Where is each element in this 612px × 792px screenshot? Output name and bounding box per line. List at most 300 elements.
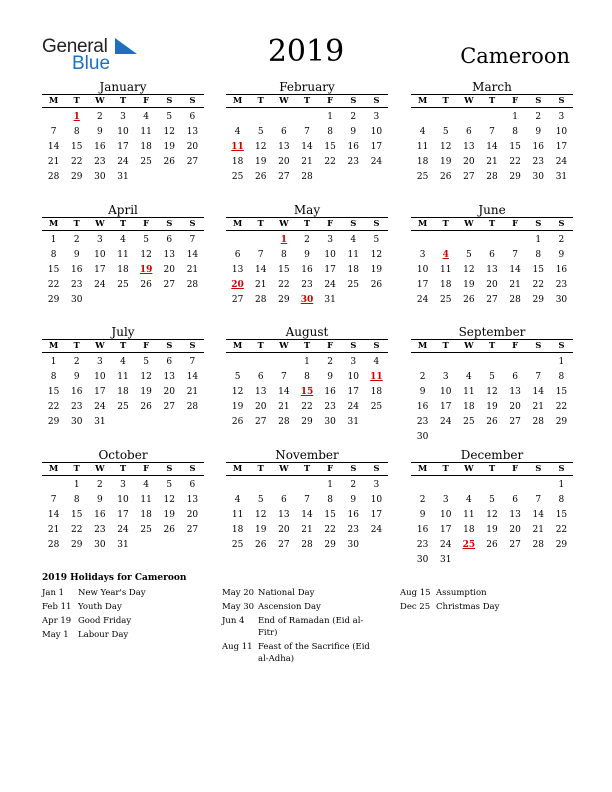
day: 28 (486, 172, 498, 182)
day: 27 (163, 280, 175, 290)
weekday-label: T (488, 96, 496, 106)
day: 15 (47, 387, 60, 397)
day: 18 (140, 510, 152, 520)
day: 2 (73, 235, 80, 245)
day: 19 (231, 402, 244, 412)
day: 16 (94, 510, 106, 520)
weekday-label: T (488, 341, 496, 351)
day: 10 (94, 372, 106, 382)
day: 13 (278, 510, 290, 520)
day: 7 (512, 250, 518, 260)
month-march (411, 80, 573, 185)
day: 12 (370, 250, 383, 260)
day: 6 (512, 495, 518, 505)
day: 31 (324, 295, 336, 305)
day: 20 (463, 157, 475, 167)
day: 12 (140, 250, 152, 260)
weekday-label: T (119, 341, 127, 351)
day: 17 (370, 142, 383, 152)
day: 24 (416, 295, 429, 305)
holiday-day: 1 (73, 112, 80, 122)
holiday-day: 15 (300, 387, 314, 397)
empty-day (480, 478, 503, 493)
weekday-label: M (48, 464, 59, 474)
day: 9 (419, 510, 426, 520)
day: 28 (254, 295, 267, 305)
day: 18 (347, 265, 359, 275)
weekday-label: S (535, 96, 542, 106)
day: 28 (301, 540, 313, 550)
day: 22 (555, 525, 568, 535)
day-grid (411, 231, 573, 308)
day: 24 (94, 280, 106, 290)
weekday-label: W (95, 464, 105, 474)
day: 7 (280, 372, 287, 382)
holiday-date: Apr 19 (42, 616, 72, 626)
empty-day (434, 233, 457, 248)
day: 9 (327, 372, 333, 382)
holiday-day: 11 (370, 372, 383, 382)
day: 14 (509, 265, 521, 275)
day: 1 (512, 112, 518, 122)
day: 16 (347, 510, 359, 520)
day: 27 (509, 417, 521, 427)
day: 15 (278, 265, 290, 275)
day: 15 (47, 265, 60, 275)
day: 28 (532, 417, 544, 427)
day: 1 (50, 235, 57, 245)
day: 18 (231, 525, 244, 535)
empty-day (42, 110, 65, 125)
day: 16 (416, 402, 429, 412)
day: 14 (186, 250, 199, 260)
country-name: Cameroon (460, 44, 570, 68)
empty-day (226, 233, 249, 248)
day: 25 (439, 295, 452, 305)
day: 16 (94, 142, 106, 152)
day: 25 (370, 402, 383, 412)
day: 15 (324, 142, 336, 152)
weekday-label: F (327, 219, 334, 229)
day: 12 (486, 510, 498, 520)
day: 2 (73, 357, 80, 367)
logo-text-blue: Blue (72, 53, 111, 74)
day: 29 (278, 295, 290, 305)
day: 6 (234, 250, 241, 260)
day: 2 (96, 112, 103, 122)
day: 26 (163, 525, 175, 535)
day: 11 (416, 142, 429, 152)
day: 10 (439, 387, 452, 397)
day-grid (411, 476, 573, 568)
day: 13 (278, 142, 290, 152)
day: 21 (186, 387, 199, 397)
day: 19 (486, 402, 498, 412)
day: 7 (189, 235, 196, 245)
day: 29 (555, 540, 568, 550)
month-september (411, 325, 573, 445)
holiday-day: 19 (139, 265, 153, 275)
day: 30 (532, 172, 544, 182)
day: 9 (419, 387, 426, 397)
day: 12 (254, 142, 267, 152)
day: 27 (254, 417, 267, 427)
day: 26 (254, 172, 267, 182)
day: 14 (486, 142, 498, 152)
empty-day (434, 478, 457, 493)
day: 31 (439, 555, 452, 565)
day: 3 (558, 112, 565, 122)
weekday-label: T (257, 96, 264, 106)
holiday-item (400, 587, 556, 599)
weekday-label: M (417, 219, 428, 229)
weekday-label: S (558, 219, 565, 229)
weekday-label: T (119, 464, 127, 474)
day: 24 (94, 402, 106, 412)
day: 4 (465, 495, 472, 505)
day: 11 (463, 510, 475, 520)
day: 19 (163, 510, 175, 520)
weekday-label: S (558, 341, 565, 351)
weekday-label: W (464, 464, 474, 474)
day: 27 (163, 402, 175, 412)
day: 19 (486, 525, 498, 535)
day: 9 (96, 127, 103, 137)
holiday-list-title: 2019 Holidays for Cameroon (42, 573, 187, 583)
day: 23 (301, 280, 313, 290)
weekday-label: W (464, 96, 474, 106)
empty-day (411, 355, 434, 370)
weekday-label: M (48, 219, 59, 229)
day: 27 (186, 525, 199, 535)
weekday-label: F (143, 464, 150, 474)
holiday-date: May 20 (222, 588, 255, 598)
day: 24 (117, 525, 129, 535)
weekday-label: T (303, 219, 311, 229)
day: 17 (370, 510, 383, 520)
day: 1 (73, 480, 80, 490)
weekday-label: S (189, 464, 196, 474)
day: 29 (47, 295, 60, 305)
day: 8 (50, 250, 57, 260)
day: 23 (70, 402, 83, 412)
holiday-item (42, 615, 198, 627)
weekday-label: S (558, 464, 565, 474)
day: 19 (463, 280, 475, 290)
weekday-label: F (143, 96, 150, 106)
day: 23 (94, 525, 106, 535)
day: 8 (558, 495, 565, 505)
day-grid (411, 108, 573, 185)
day: 20 (186, 142, 199, 152)
day: 23 (70, 280, 83, 290)
day: 22 (47, 402, 60, 412)
day: 5 (257, 127, 264, 137)
day: 17 (117, 142, 129, 152)
holiday-name: Labour Day (78, 630, 129, 640)
day: 30 (416, 555, 429, 565)
empty-day (249, 478, 272, 493)
empty-day (504, 355, 527, 370)
weekday-label: T (119, 96, 127, 106)
day: 4 (419, 127, 426, 137)
weekday-label: W (279, 464, 289, 474)
day: 12 (140, 372, 152, 382)
day: 12 (231, 387, 244, 397)
holiday-name: Christmas Day (436, 602, 500, 612)
empty-day (411, 233, 434, 248)
day: 25 (416, 172, 429, 182)
day: 5 (143, 235, 149, 245)
day: 8 (327, 495, 333, 505)
day: 25 (140, 157, 152, 167)
holiday-item (42, 601, 198, 613)
day: 6 (166, 235, 173, 245)
day: 28 (186, 280, 199, 290)
day: 4 (143, 112, 149, 122)
day: 12 (486, 387, 498, 397)
holiday-name: National Day (258, 588, 315, 598)
day: 5 (489, 372, 495, 382)
weekday-label: S (350, 341, 357, 351)
day: 6 (465, 127, 472, 137)
month-title: December (460, 448, 524, 462)
day: 19 (163, 142, 175, 152)
weekday-label: W (95, 219, 105, 229)
day: 25 (463, 417, 475, 427)
day-grid (226, 353, 388, 430)
day: 26 (254, 540, 267, 550)
day: 2 (350, 480, 357, 490)
day: 3 (120, 480, 126, 490)
day: 17 (94, 387, 106, 397)
weekday-label: S (350, 464, 357, 474)
holiday-column (400, 587, 556, 615)
day: 3 (96, 357, 103, 367)
day: 2 (419, 372, 426, 382)
month-title: January (99, 80, 147, 94)
day: 15 (555, 387, 568, 397)
day: 23 (416, 540, 429, 550)
month-july (42, 325, 204, 430)
day: 29 (70, 540, 83, 550)
day: 30 (70, 417, 83, 427)
holiday-date: May 1 (42, 630, 69, 640)
weekday-label: F (512, 219, 519, 229)
empty-day (295, 110, 318, 125)
day-grid (226, 231, 388, 308)
day: 8 (50, 372, 57, 382)
day: 18 (439, 280, 452, 290)
day: 10 (117, 127, 129, 137)
holiday-item (42, 587, 198, 599)
day: 5 (373, 235, 380, 245)
month-title: March (472, 80, 512, 94)
weekday-label: F (143, 341, 150, 351)
day: 4 (120, 357, 126, 367)
holiday-day: 11 (231, 142, 244, 152)
day: 26 (486, 417, 498, 427)
holiday-date: Dec 25 (400, 602, 431, 612)
day: 4 (120, 235, 126, 245)
day: 1 (535, 235, 542, 245)
weekday-label: T (303, 341, 311, 351)
holiday-date: May 30 (222, 602, 255, 612)
empty-day (480, 110, 503, 125)
day: 5 (166, 480, 173, 490)
day: 8 (304, 372, 310, 382)
day: 28 (47, 540, 60, 550)
day: 27 (486, 295, 498, 305)
day: 26 (140, 402, 152, 412)
empty-day (434, 355, 457, 370)
day: 28 (47, 172, 60, 182)
day: 14 (278, 387, 290, 397)
empty-day (249, 110, 272, 125)
weekday-header (226, 94, 388, 108)
day: 21 (532, 402, 544, 412)
day: 5 (143, 357, 149, 367)
day: 6 (189, 112, 196, 122)
day: 22 (301, 402, 313, 412)
day: 28 (532, 540, 544, 550)
weekday-label: S (373, 96, 380, 106)
day: 15 (532, 265, 544, 275)
empty-day (504, 478, 527, 493)
day: 25 (117, 402, 129, 412)
day: 18 (117, 265, 129, 275)
weekday-label: T (303, 96, 311, 106)
weekday-label: T (303, 464, 311, 474)
holiday-column (222, 587, 378, 667)
empty-day (457, 355, 480, 370)
day: 12 (163, 127, 175, 137)
day: 14 (47, 142, 60, 152)
day: 26 (231, 417, 244, 427)
day: 13 (463, 142, 475, 152)
day: 3 (373, 480, 380, 490)
day: 22 (509, 157, 521, 167)
day: 29 (301, 417, 313, 427)
day: 7 (535, 495, 542, 505)
day: 8 (73, 495, 80, 505)
weekday-label: T (488, 464, 496, 474)
holiday-item (400, 601, 556, 613)
day: 29 (324, 540, 336, 550)
day: 13 (509, 387, 521, 397)
day: 3 (419, 250, 426, 260)
day: 17 (439, 525, 452, 535)
empty-day (411, 110, 434, 125)
day: 5 (465, 250, 472, 260)
day: 31 (347, 417, 359, 427)
day-grid (42, 108, 204, 185)
weekday-label: S (189, 219, 196, 229)
day: 31 (555, 172, 568, 182)
day: 11 (140, 127, 152, 137)
day: 16 (70, 265, 83, 275)
empty-day (272, 478, 295, 493)
empty-day (504, 233, 527, 248)
day: 1 (327, 480, 333, 490)
day: 23 (416, 417, 429, 427)
day: 11 (463, 387, 475, 397)
logo-text-general: General (42, 36, 108, 57)
day: 10 (439, 510, 452, 520)
day: 7 (535, 372, 542, 382)
weekday-label: F (512, 96, 519, 106)
holiday-date: Aug 11 (222, 642, 253, 652)
day: 2 (327, 357, 333, 367)
weekday-label: F (512, 341, 519, 351)
day: 27 (186, 157, 199, 167)
day: 25 (117, 280, 129, 290)
day: 2 (96, 480, 103, 490)
day: 13 (163, 372, 175, 382)
weekday-label: M (232, 219, 243, 229)
day: 19 (140, 387, 152, 397)
weekday-label: T (73, 464, 80, 474)
weekday-label: M (48, 96, 59, 106)
day: 25 (231, 172, 244, 182)
day: 17 (555, 142, 568, 152)
weekday-header (42, 94, 204, 108)
day: 22 (324, 525, 336, 535)
holiday-item (222, 641, 378, 665)
month-title: July (111, 325, 135, 339)
weekday-label: S (189, 341, 196, 351)
day: 8 (558, 372, 565, 382)
day: 20 (186, 510, 199, 520)
empty-day (480, 355, 503, 370)
day: 30 (324, 417, 336, 427)
day: 18 (416, 157, 429, 167)
weekday-label: W (279, 96, 289, 106)
holiday-column (42, 587, 198, 643)
day: 29 (70, 172, 83, 182)
day: 31 (117, 172, 129, 182)
day: 17 (439, 402, 452, 412)
day: 24 (370, 525, 383, 535)
weekday-label: T (442, 464, 449, 474)
day: 8 (327, 127, 333, 137)
day: 28 (301, 172, 313, 182)
day: 27 (278, 172, 290, 182)
day: 2 (419, 495, 426, 505)
day: 4 (234, 127, 241, 137)
day: 14 (186, 372, 199, 382)
weekday-label: F (327, 464, 334, 474)
day: 10 (94, 250, 106, 260)
day: 6 (280, 495, 287, 505)
day: 24 (347, 402, 359, 412)
day: 16 (532, 142, 544, 152)
day: 14 (301, 142, 313, 152)
day: 27 (231, 295, 244, 305)
day: 2 (535, 112, 542, 122)
day: 7 (50, 127, 57, 137)
weekday-header (411, 94, 573, 108)
day: 27 (509, 540, 521, 550)
month-december (411, 448, 573, 568)
day: 11 (439, 265, 452, 275)
day: 28 (509, 295, 521, 305)
day: 10 (555, 127, 568, 137)
day: 30 (347, 540, 359, 550)
day: 2 (350, 112, 357, 122)
day: 29 (47, 417, 60, 427)
weekday-header (411, 462, 573, 476)
